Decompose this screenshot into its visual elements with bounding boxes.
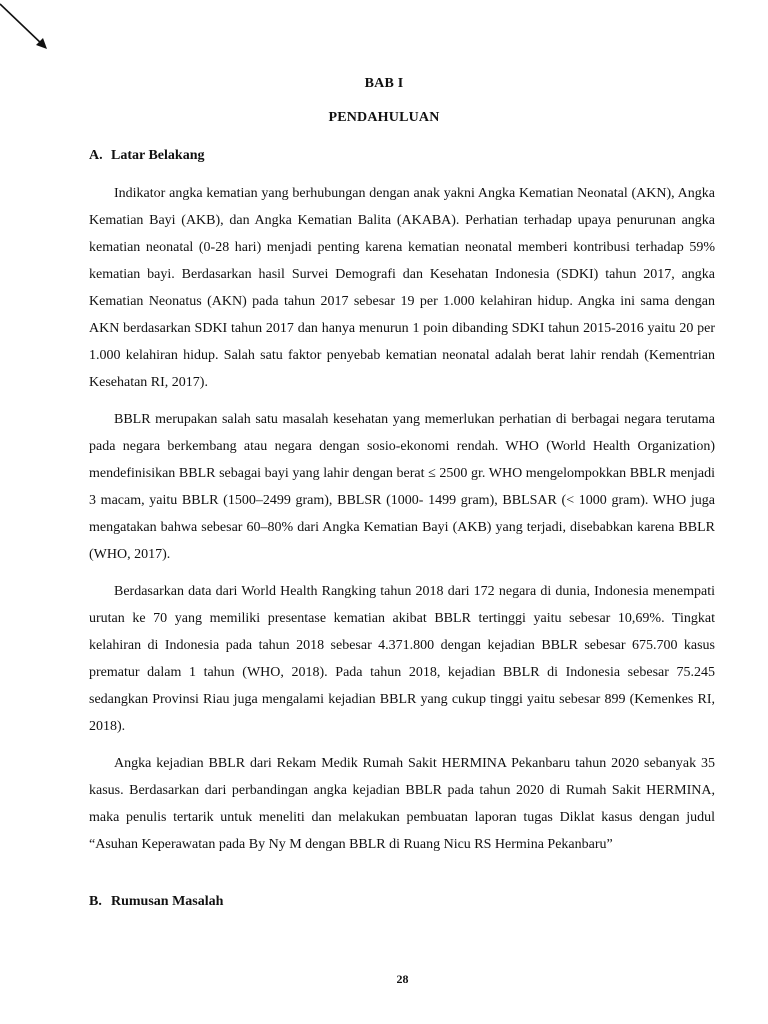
paragraph: Berdasarkan data dari World Health Rangking tahun 2018 dari 172 negara di dunia, Indonesia menempati urutan ke 70 yang memiliki presentase kematian akibat BBLR tertinggi yaitu sebesar 10,69%. Tingkat kelahiran di Indonesia pada tahun 2018 sebesar 4.371.800 dengan kejadian BBLR sebesar 675.700 kasus prematur dalam 1 tahun (WHO, 2018). Pada tahun 2018, kejadian BBLR di Indonesia sebesar 75.245 sedangkan Provinsi Riau juga mengalami kejadian BBLR yang cukup tinggi yaitu sebesar 899 (Kemenkes RI, 2018). [89,584,715,734]
section-letter: B. [89,894,102,909]
arrow-down-right-icon [0,0,52,52]
chapter-number: BAB I [364,76,404,91]
paragraph: Indikator angka kematian yang berhubungan dengan anak yakni Angka Kematian Neonatal (AKN), Angka Kematian Bayi (AKB), dan Angka Kematian Balita (AKABA). Perhatian terhadap upaya penurunan angka kematian neonatal (0-28 hari) menjadi penting karena kematian neonatal memberi kontribusi terhadap 59% kematian bayi. Berdasarkan hasil Survei Demografi dan Kesehatan Indonesia (SDKI) tahun 2017, angka Kematian Neonatus (AKN) pada tahun 2017 sebesar 19 per 1.000 kelahiran hidup. Angka ini sama dengan AKN berdasarkan SDKI tahun 2017 dan hanya menurun 1 poin dibanding SDKI tahun 2015-2016 yaitu 20 per 1.000 kelahiran hidup. Salah satu faktor penyebab kematian neonatal adalah berat lahir rendah (Kementrian Kesehatan RI, 2017). [89,186,715,390]
chapter-title: PENDAHULUAN [328,110,440,125]
section-title: Rumusan Masalah [111,894,224,909]
body-text [89,180,715,868]
paragraph: Angka kejadian BBLR dari Rekam Medik Rumah Sakit HERMINA Pekanbaru tahun 2020 sebanyak 35 kasus. Berdasarkan dari perbandingan angka kejadian BBLR pada tahun 2020 di Rumah Sakit HERMINA, maka penulis tertarik untuk meneliti dan melakukan pembuatan laporan tugas Diklat kasus dengan judul “Asuhan Keperawatan pada By Ny M dengan BBLR di Ruang Nicu RS Hermina Pekanbaru” [89,756,715,852]
section-title: Latar Belakang [111,148,205,163]
page-number: 28 [396,972,409,986]
section-heading-rumusan-masalah [89,894,223,910]
section-letter: A. [89,148,103,163]
paragraph: BBLR merupakan salah satu masalah kesehatan yang memerlukan perhatian di berbagai negara terutama pada negara berkembang atau negara dengan sosio-ekonomi rendah. WHO (World Health Organization) mendefinisikan BBLR sebagai bayi yang lahir dengan berat ≤ 2500 gr. WHO mengelompokkan BBLR menjadi 3 macam, yaitu BBLR (1500–2499 gram), BBLSR (1000- 1499 gram), BBLSAR (< 1000 gram). WHO juga mengatakan bahwa sebesar 60–80% dari Angka Kematian Bayi (AKB) yang terjadi, disebabkan karena BBLR (WHO, 2017). [89,412,715,562]
section-heading-latar-belakang [89,148,204,164]
